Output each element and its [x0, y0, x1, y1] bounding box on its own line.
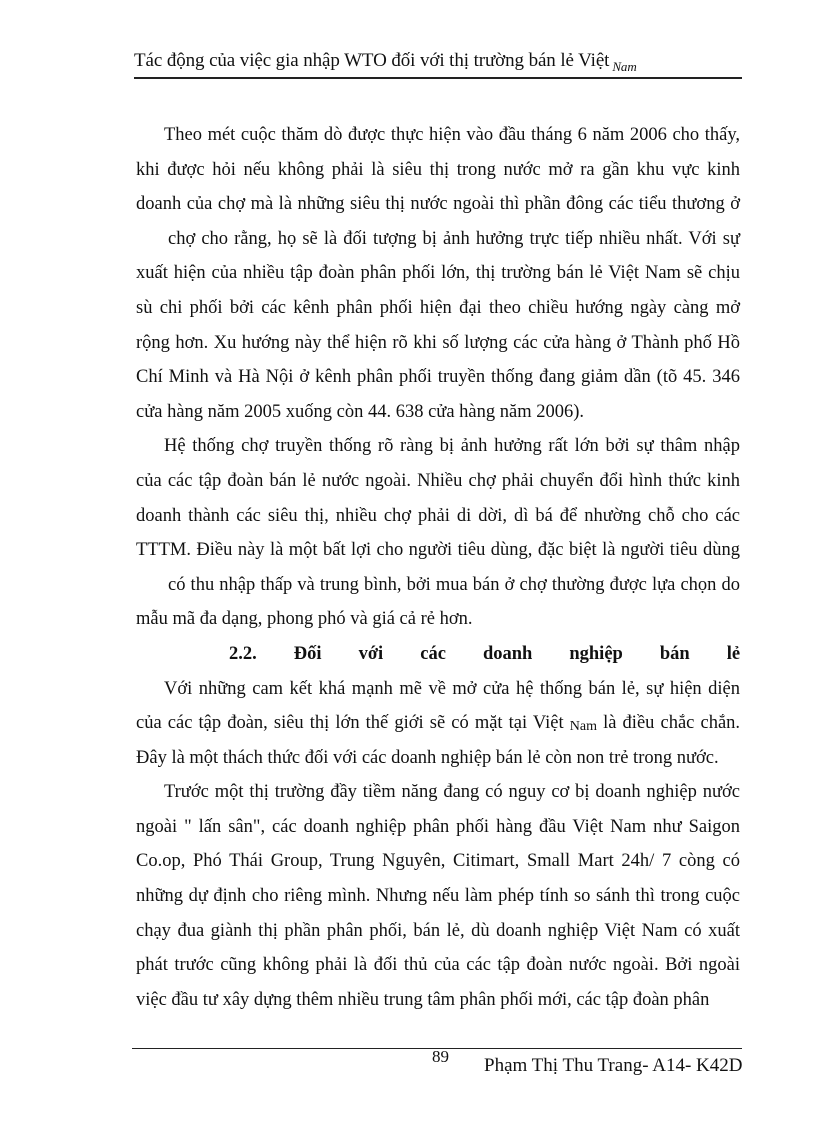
heading-word: các — [420, 643, 446, 664]
heading-word: nghiệp — [569, 643, 623, 664]
text-line: những dự định cho riêng mình. Nhưng nếu làm phép tính so sánh thì trong cuộc — [136, 886, 740, 907]
document-body — [136, 118, 740, 1017]
text-line: chợ cho rằng, họ sẽ là đối tượng bị ảnh hưởng trực tiếp nhiều nhất. Với sự — [168, 228, 740, 249]
heading-word: bán — [659, 643, 690, 664]
text-line: doanh thành các siêu thị, nhiều chợ phải di dời, dì bá để nhường chỗ cho các — [136, 505, 740, 526]
text-line: có thu nhập thấp và trung bình, bởi mua bán ở chợ thường được lựa chọn do — [168, 574, 740, 595]
text-line: ngoài " lấn sân", các doanh nghiệp phân phối hàng đầu Việt Nam như Saigon — [136, 816, 740, 837]
text-span-sub: Nam — [569, 719, 597, 735]
text-line: sù chi phối bởi các kênh phân phối hiện đại theo chiều hướng ngày càng mở — [136, 297, 740, 318]
text-line: Với những cam kết khá mạnh mẽ về mở cửa hệ thống bán lẻ, sự hiện diện — [164, 678, 740, 699]
text-line: việc đầu tư xây dựng thêm nhiều trung tâm phân phối mới, các tập đoàn phân — [136, 989, 710, 1010]
heading-word: Đối — [293, 643, 322, 664]
header-rule — [134, 77, 742, 79]
text-line: doanh của chợ mà là những siêu thị nước ngoài thì phần đông các tiểu thương ở — [136, 194, 740, 215]
text-line: của các tập đoàn bán lẻ nước ngoài. Nhiều chợ phải chuyển đổi hình thức kinh — [136, 470, 740, 491]
page-number: 89 — [432, 1047, 449, 1066]
text-line: cửa hàng năm 2005 xuống còn 44. 638 cửa hàng năm 2006). — [136, 401, 585, 422]
text-span: là điều chắc chắn. — [603, 713, 741, 734]
text-line: Trước một thị trường đầy tiềm năng đang có nguy cơ bị doanh nghiệp nước — [164, 782, 740, 803]
text-line: rộng hơn. Xu hướng này thể hiện rõ khi số lượng các cửa hàng ở Thành phố Hồ — [136, 332, 740, 353]
text-line: phát trước cũng không phải là đối thủ của các tập đoàn nước ngoài. Bởi ngoài — [136, 955, 740, 976]
heading-word: doanh — [482, 643, 533, 664]
footer-author: Phạm Thị Thu Trang- A14- K42D — [484, 1055, 743, 1076]
text-line: xuất hiện của nhiều tập đoàn phân phối lớn, thị trường bán lẻ Việt Nam sẽ chịu — [136, 263, 740, 284]
header-title-script: Nam — [612, 59, 637, 74]
text-line: chạy đua giành thị phần phân phối, bán lẻ, dù doanh nghiệp Việt Nam có xuất — [136, 920, 740, 941]
heading-word: lẻ — [726, 643, 741, 664]
text-line: khi được hỏi nếu không phải là siêu thị trong nước mở ra gần khu vực kinh — [136, 159, 740, 180]
text-line — [136, 706, 740, 741]
text-line: Đây là một thách thức đối với các doanh nghiệp bán lẻ còn non trẻ trong nước. — [136, 747, 719, 768]
text-line: TTTM. Điều này là một bất lợi cho người tiêu dùng, đặc biệt là người tiêu dùng — [136, 540, 740, 561]
heading-word: với — [358, 643, 384, 664]
page-header — [134, 50, 740, 78]
section-heading — [136, 637, 740, 672]
text-line: Theo mét cuộc thăm dò được thực hiện vào đầu tháng 6 năm 2006 cho thấy, — [164, 125, 740, 145]
header-title: Tác động của việc gia nhập WTO đối với thị trường bán lẻ Việt — [134, 50, 610, 71]
text-line: Hệ thống chợ truyền thống rõ ràng bị ảnh hưởng rất lớn bởi sự thâm nhập — [164, 436, 740, 457]
heading-word: 2.2. — [229, 643, 257, 664]
text-line: Chí Minh và Hà Nội ở kênh phân phối truyền thống đang giảm dần (tõ 45. 346 — [136, 367, 740, 388]
text-line: Co.op, Phó Thái Group, Trung Nguyên, Citimart, Small Mart 24h/ 7 còng có — [136, 851, 740, 872]
text-line: mẫu mã đa dạng, phong phó và giá cả rẻ hơn. — [136, 609, 473, 630]
text-span: của các tập đoàn, siêu thị lớn thế giới sẽ có mặt tại Việt — [136, 713, 564, 734]
